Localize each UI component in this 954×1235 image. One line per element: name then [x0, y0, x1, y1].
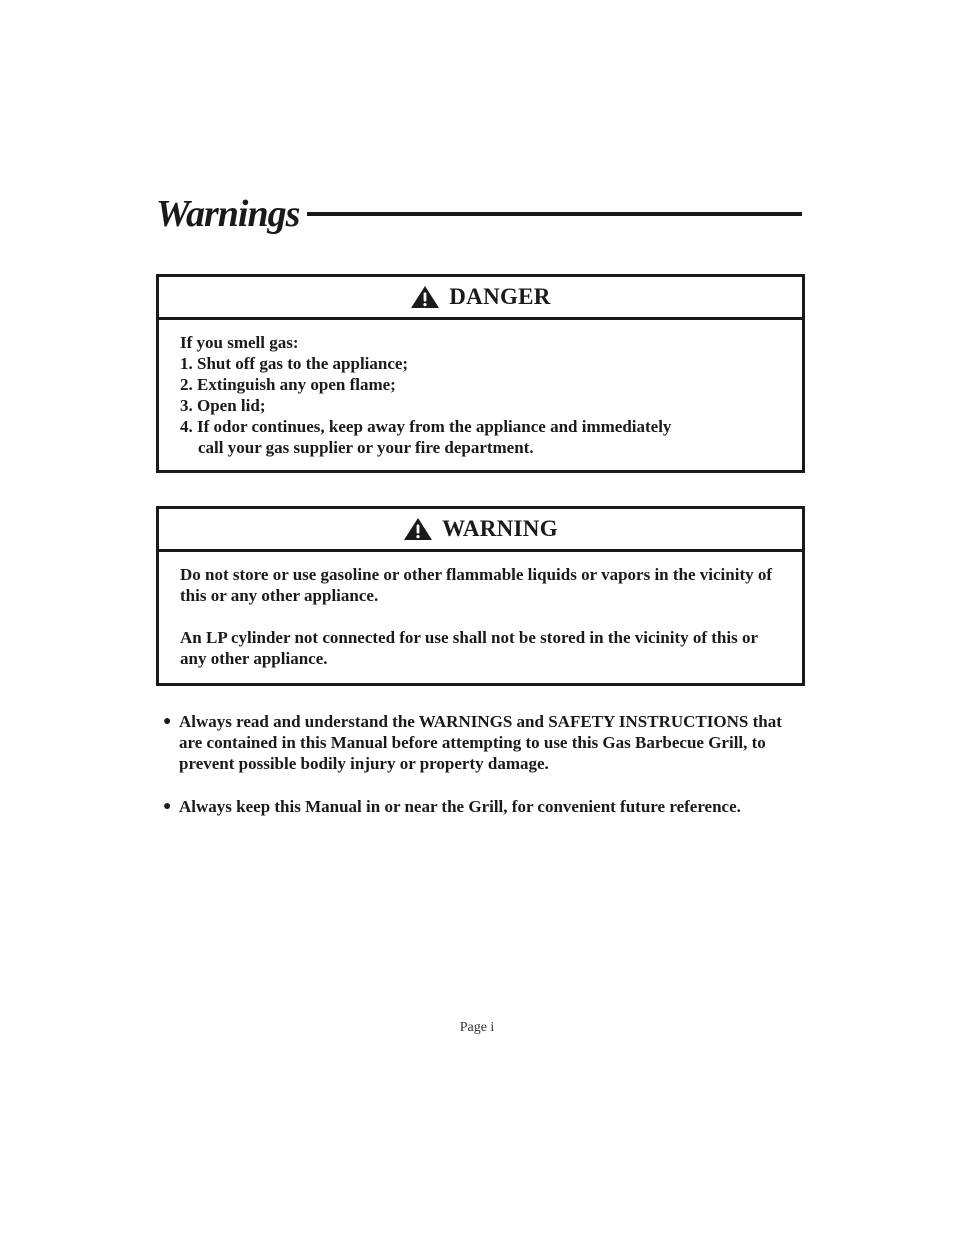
bullet-icon: ● — [163, 799, 172, 814]
danger-box — [156, 274, 805, 473]
page-number: Page i — [459, 1020, 495, 1035]
page-title-row — [156, 186, 802, 236]
warning-paragraph: An LP cylinder not connected for use shall not be stored in the vicinity of this or any other appliance. — [180, 628, 758, 668]
danger-box-header — [159, 277, 802, 320]
warning-triangle-icon — [410, 285, 440, 309]
bullet-icon: ● — [163, 714, 172, 729]
danger-line: call your gas supplier or your fire department. — [198, 438, 534, 457]
danger-label: DANGER — [449, 284, 551, 309]
bullet-list — [163, 711, 803, 817]
warning-paragraph: Do not store or use gasoline or other flammable liquids or vapors in the vicinity of this or any other appliance. — [180, 565, 773, 605]
title-rule — [307, 212, 802, 216]
warning-box-body — [159, 552, 802, 681]
danger-line: 3. Open lid; — [180, 396, 266, 415]
danger-box-body — [159, 320, 802, 470]
danger-line: 2. Extinguish any open flame; — [180, 375, 396, 394]
danger-line: 4. If odor continues, keep away from the appliance and immediately — [180, 417, 672, 436]
warning-triangle-icon — [403, 517, 433, 541]
warning-box — [156, 506, 805, 686]
bullet-text: Always read and understand the WARNINGS and SAFETY INSTRUCTIONS that are contained in this Manual before attempting to use this Gas Barbecue Grill, to prevent possible bodily injury or property damage. — [179, 712, 782, 773]
list-item — [163, 796, 803, 817]
warning-label: WARNING — [442, 516, 558, 541]
danger-line: If you smell gas: — [180, 333, 299, 352]
warning-box-header — [159, 509, 802, 552]
list-item — [163, 711, 803, 774]
danger-line: 1. Shut off gas to the appliance; — [180, 354, 409, 373]
page-title: Warnings — [156, 193, 300, 235]
bullet-text: Always keep this Manual in or near the Grill, for convenient future reference. — [179, 797, 741, 816]
